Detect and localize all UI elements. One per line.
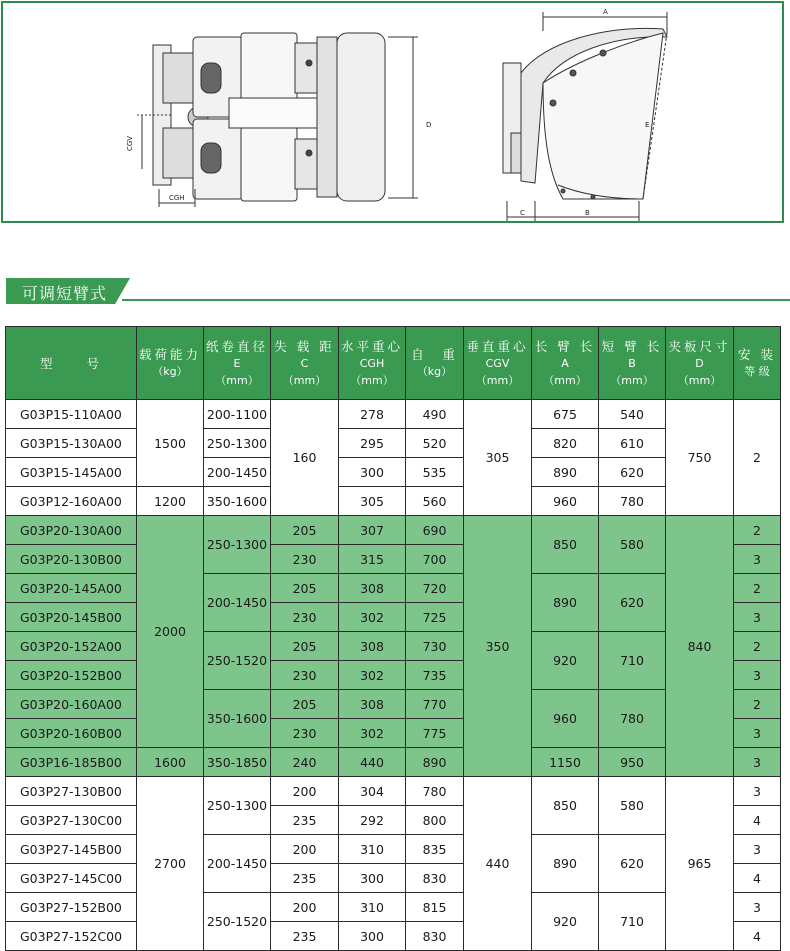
cell-weight: 725: [406, 603, 464, 632]
header-long-arm-line-1: 长 臂 长: [534, 338, 596, 354]
cell-roll: 350-1850: [204, 748, 271, 777]
header-pad-size-line-2: D: [695, 356, 704, 370]
table-row: [6, 690, 781, 719]
cell-model: G03P20-160B00: [6, 719, 137, 748]
cell-model: G03P15-145A00: [6, 458, 137, 487]
header-short-arm-line-2: B: [628, 356, 636, 370]
cell-lc: 205: [271, 516, 339, 545]
cell-lc: 230: [271, 545, 339, 574]
cell-roll: 250-1520: [204, 632, 271, 690]
cell-model: G03P20-130B00: [6, 545, 137, 574]
cell-model: G03P16-185B00: [6, 748, 137, 777]
cell-a: 850: [532, 777, 599, 835]
cell-cls: 2: [734, 690, 781, 719]
cell-cls: 3: [734, 661, 781, 690]
cell-a: 1150: [532, 748, 599, 777]
cell-cls: 2: [734, 400, 781, 516]
cell-cgh: 300: [339, 864, 406, 893]
cell-model: G03P20-152B00: [6, 661, 137, 690]
cell-b: 620: [599, 574, 666, 632]
cell-model: G03P27-152C00: [6, 922, 137, 951]
header-short-arm: [599, 327, 666, 400]
header-class-line-1: 安 装: [738, 347, 776, 362]
cell-weight: 735: [406, 661, 464, 690]
header-load-line-3: （kg）: [152, 365, 188, 378]
table-row: [6, 893, 781, 922]
cell-weight: 830: [406, 864, 464, 893]
cell-model: G03P20-145B00: [6, 603, 137, 632]
cell-cls: 3: [734, 835, 781, 864]
header-weight-line-1: 自 重: [411, 347, 458, 362]
cell-a: 960: [532, 690, 599, 748]
table-row: [6, 574, 781, 603]
cell-lc: 230: [271, 661, 339, 690]
cell-weight: 770: [406, 690, 464, 719]
header-load-center-line-3: （mm）: [282, 373, 327, 387]
cell-cgh: 440: [339, 748, 406, 777]
cell-cgh: 310: [339, 835, 406, 864]
table-row: [6, 748, 781, 777]
cell-a: 820: [532, 429, 599, 458]
cell-b: 950: [599, 748, 666, 777]
table-row: [6, 458, 781, 487]
b-label: B: [585, 209, 590, 217]
cell-load: 2000: [137, 516, 204, 748]
cell-a: 920: [532, 632, 599, 690]
table-row: [6, 487, 781, 516]
cell-roll: 200-1450: [204, 574, 271, 632]
cell-roll: 200-1100: [204, 400, 271, 429]
cell-cgh: 305: [339, 487, 406, 516]
cell-cgh: 292: [339, 806, 406, 835]
header-cgh-line-2: CGH: [359, 356, 385, 370]
cell-roll: 200-1450: [204, 458, 271, 487]
cell-model: G03P27-145C00: [6, 864, 137, 893]
cell-load: 1600: [137, 748, 204, 777]
cell-b: 580: [599, 777, 666, 835]
cell-roll: 350-1600: [204, 487, 271, 516]
cell-a: 675: [532, 400, 599, 429]
cell-roll: 250-1520: [204, 893, 271, 951]
cell-cgh: 302: [339, 603, 406, 632]
cell-a: 890: [532, 574, 599, 632]
cell-load: 2700: [137, 777, 204, 951]
cell-weight: 835: [406, 835, 464, 864]
header-roll-diameter: [204, 327, 271, 400]
cell-cgv: 305: [464, 400, 532, 516]
top-view-drawing: [137, 33, 418, 207]
side-view-drawing: [503, 12, 667, 221]
cell-cls: 2: [734, 516, 781, 545]
cell-lc: 235: [271, 806, 339, 835]
cell-cls: 4: [734, 806, 781, 835]
header-short-arm-line-3: （mm）: [610, 373, 654, 387]
header-roll-diameter-line-2: E: [233, 356, 241, 370]
cell-model: G03P12-160A00: [6, 487, 137, 516]
header-pad-size-line-3: （mm）: [677, 373, 722, 387]
cell-cgh: 295: [339, 429, 406, 458]
cell-cgv: 350: [464, 516, 532, 777]
cell-a: 920: [532, 893, 599, 951]
cell-load: 1200: [137, 487, 204, 516]
header-pad-size-line-1: 夹板尺寸: [668, 338, 731, 354]
table-row: [6, 632, 781, 661]
cell-a: 890: [532, 458, 599, 487]
cell-weight: 780: [406, 777, 464, 806]
header-class-line-2: 等 级: [744, 365, 770, 378]
cell-cls: 3: [734, 545, 781, 574]
cell-model: G03P20-130A00: [6, 516, 137, 545]
cell-a: 960: [532, 487, 599, 516]
header-weight: [406, 327, 464, 400]
cgh-label: CGH: [169, 194, 185, 202]
c-label: C: [520, 209, 525, 217]
cell-load: 1500: [137, 400, 204, 487]
cell-roll: 250-1300: [204, 429, 271, 458]
section-divider: [122, 299, 790, 301]
header-short-arm-line-1: 短 臂 长: [601, 338, 663, 354]
cell-b: 580: [599, 516, 666, 574]
cell-cls: 3: [734, 719, 781, 748]
cell-weight: 890: [406, 748, 464, 777]
cell-cgh: 302: [339, 719, 406, 748]
d-label: D: [426, 121, 432, 129]
cgv-label: CGV: [126, 135, 134, 151]
cell-b: 780: [599, 487, 666, 516]
a-label: A: [603, 8, 608, 16]
cell-model: G03P27-152B00: [6, 893, 137, 922]
cell-cls: 3: [734, 603, 781, 632]
cell-cgh: 278: [339, 400, 406, 429]
cell-lc: 160: [271, 400, 339, 516]
cell-cgh: 300: [339, 458, 406, 487]
cell-lc: 205: [271, 574, 339, 603]
cell-model: G03P20-160A00: [6, 690, 137, 719]
header-cgh-line-1: 水平重心: [340, 338, 403, 354]
cell-weight: 775: [406, 719, 464, 748]
cell-lc: 240: [271, 748, 339, 777]
cell-weight: 690: [406, 516, 464, 545]
section-header: [0, 276, 790, 306]
header-class: [734, 327, 781, 400]
e-label: E: [645, 121, 650, 129]
cell-model: G03P15-110A00: [6, 400, 137, 429]
cell-b: 710: [599, 893, 666, 951]
cell-model: G03P15-130A00: [6, 429, 137, 458]
header-cgv-line-1: 垂直重心: [466, 338, 529, 354]
cell-cls: 3: [734, 777, 781, 806]
cell-model: G03P20-152A00: [6, 632, 137, 661]
cell-cgh: 307: [339, 516, 406, 545]
table-body: [6, 400, 781, 951]
cell-cgh: 308: [339, 574, 406, 603]
cell-cls: 4: [734, 864, 781, 893]
cell-b: 780: [599, 690, 666, 748]
cell-roll: 200-1450: [204, 835, 271, 893]
cell-weight: 815: [406, 893, 464, 922]
cell-cls: 4: [734, 922, 781, 951]
table-row: [6, 835, 781, 864]
technical-drawing-frame: [1, 1, 784, 223]
cell-cgh: 300: [339, 922, 406, 951]
table-row: [6, 516, 781, 545]
table-row: [6, 429, 781, 458]
cell-cgv: 440: [464, 777, 532, 951]
cell-cgh: 308: [339, 632, 406, 661]
header-load-center-line-1: 失 载 距: [274, 338, 335, 354]
cell-cgh: 304: [339, 777, 406, 806]
header-model-line-1: 型 号: [39, 355, 102, 371]
cell-d: 965: [666, 777, 734, 951]
cell-cgh: 308: [339, 690, 406, 719]
header-load-center: [271, 327, 339, 400]
header-roll-diameter-line-1: 纸卷直径: [205, 338, 268, 354]
spec-table: [5, 326, 781, 951]
cell-lc: 230: [271, 603, 339, 632]
cell-cls: 3: [734, 748, 781, 777]
header-cgv-line-3: （mm）: [475, 373, 520, 387]
cell-weight: 720: [406, 574, 464, 603]
section-title: 可调短臂式: [22, 284, 108, 303]
cell-a: 850: [532, 516, 599, 574]
cell-b: 540: [599, 400, 666, 429]
cell-lc: 200: [271, 777, 339, 806]
cell-d: 750: [666, 400, 734, 516]
cell-weight: 700: [406, 545, 464, 574]
cell-lc: 205: [271, 690, 339, 719]
table-row: [6, 400, 781, 429]
cell-weight: 560: [406, 487, 464, 516]
cell-weight: 830: [406, 922, 464, 951]
header-pad-size: [666, 327, 734, 400]
header-long-arm: [532, 327, 599, 400]
header-cgv: [464, 327, 532, 400]
header-long-arm-line-3: （mm）: [543, 373, 587, 387]
cell-weight: 535: [406, 458, 464, 487]
header-model: [6, 327, 137, 400]
cell-model: G03P20-145A00: [6, 574, 137, 603]
header-cgh: [339, 327, 406, 400]
cell-cgh: 315: [339, 545, 406, 574]
cell-lc: 205: [271, 632, 339, 661]
cell-model: G03P27-130B00: [6, 777, 137, 806]
cell-a: 890: [532, 835, 599, 893]
cell-lc: 230: [271, 719, 339, 748]
header-long-arm-line-2: A: [561, 356, 569, 370]
cell-weight: 490: [406, 400, 464, 429]
cell-b: 610: [599, 429, 666, 458]
cell-roll: 250-1300: [204, 777, 271, 835]
cell-lc: 235: [271, 864, 339, 893]
header-cgh-line-3: （mm）: [350, 373, 394, 387]
clamp-drawing: [3, 3, 786, 225]
cell-weight: 730: [406, 632, 464, 661]
header-cgv-line-2: CGV: [485, 356, 510, 370]
cell-lc: 235: [271, 922, 339, 951]
cell-b: 620: [599, 835, 666, 893]
cell-weight: 800: [406, 806, 464, 835]
cell-model: G03P27-130C00: [6, 806, 137, 835]
cell-cls: 2: [734, 632, 781, 661]
cell-roll: 350-1600: [204, 690, 271, 748]
header-weight-line-3: （kg）: [416, 365, 453, 378]
cell-d: 840: [666, 516, 734, 777]
cell-lc: 200: [271, 835, 339, 864]
cell-roll: 250-1300: [204, 516, 271, 574]
cell-cls: 2: [734, 574, 781, 603]
header-roll-diameter-line-3: （mm）: [215, 373, 259, 387]
table-row: [6, 777, 781, 806]
header-load: [137, 327, 204, 400]
header-load-line-1: 载荷能力: [138, 347, 201, 362]
cell-b: 620: [599, 458, 666, 487]
cell-b: 710: [599, 632, 666, 690]
cell-weight: 520: [406, 429, 464, 458]
cell-cgh: 310: [339, 893, 406, 922]
header-load-center-line-2: C: [300, 356, 309, 370]
cell-lc: 200: [271, 893, 339, 922]
table-header: [6, 327, 781, 400]
cell-cls: 3: [734, 893, 781, 922]
cell-model: G03P27-145B00: [6, 835, 137, 864]
cell-cgh: 302: [339, 661, 406, 690]
